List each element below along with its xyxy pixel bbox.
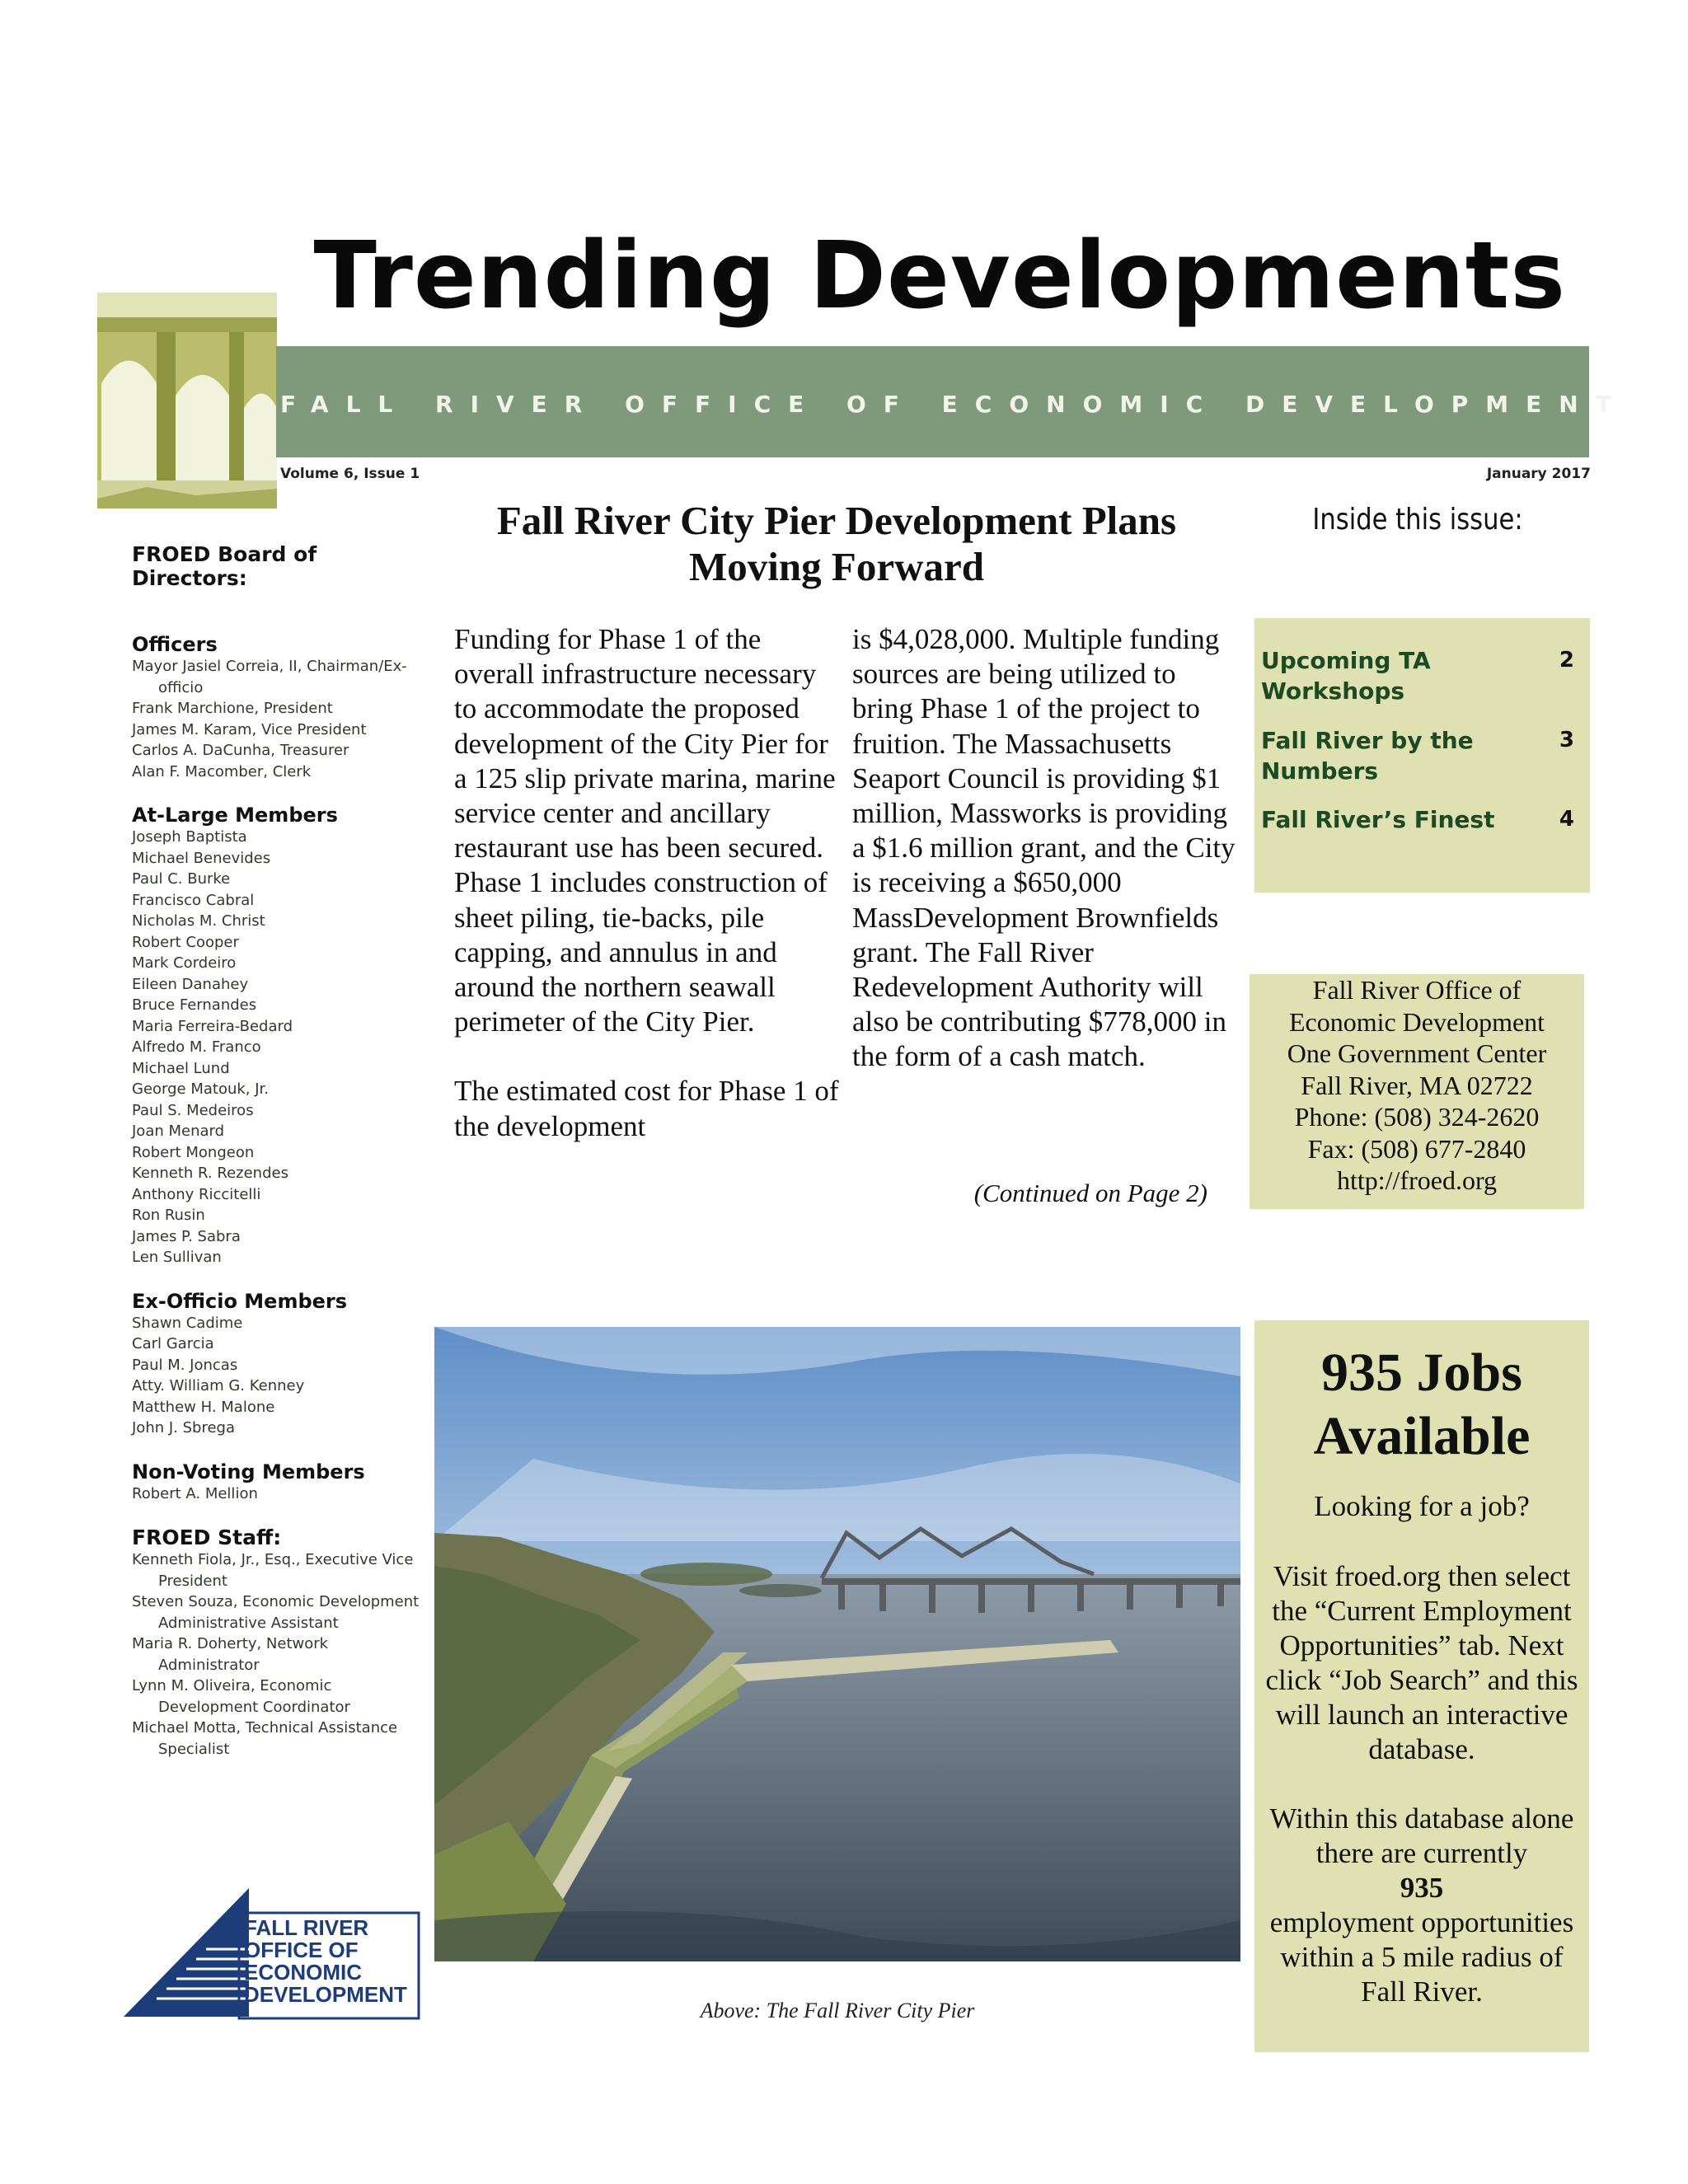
list-item: Robert Cooper — [132, 933, 239, 951]
list-item: Michael Lund — [132, 1059, 230, 1077]
list-item: Kenneth R. Rezendes — [132, 1165, 288, 1182]
at-large-heading: At-Large Members — [132, 804, 338, 827]
jobs-question: Looking for a job? — [1314, 1490, 1530, 1522]
list-item: Maria R. Doherty, Network Administrator — [132, 1635, 329, 1674]
list-item: Lynn M. Oliveira, Economic Development Coordinator — [132, 1677, 350, 1716]
ex-officio-heading: Ex-Officio Members — [132, 1289, 348, 1313]
list-item: Nicholas M. Christ — [132, 912, 265, 930]
article-headline: Fall River City Pier Development Plans Moving Forward — [496, 498, 1177, 589]
staff-list — [132, 1549, 429, 1760]
list-item: Mark Cordeiro — [132, 954, 237, 972]
list-item: Frank Marchione, President — [132, 700, 333, 717]
board-heading: FROED Board of Directors: — [132, 542, 317, 590]
photo-caption: Above: The Fall River City Pier — [700, 1999, 975, 2022]
jobs-title: 935 Jobs Available — [1313, 1343, 1531, 1466]
list-item: Maria Ferreira-Bedard — [132, 1017, 293, 1035]
jobs-instructions: Visit froed.org then select the “Current Employment Opportunities” tab. Next click “Job Search” and this will launch an interactive database. — [1265, 1560, 1578, 1765]
contact-phone: Phone: (508) 324-2620 — [1294, 1102, 1540, 1132]
list-item: Atty. William G. Kenney — [132, 1377, 305, 1394]
list-item: James P. Sabra — [132, 1227, 241, 1245]
inside-item-page: 2 — [1559, 648, 1574, 673]
contact-line: Economic Development — [1288, 1006, 1545, 1037]
non-voting-heading: Non-Voting Members — [132, 1460, 365, 1483]
newsletter-title: Trending Developments — [313, 223, 1566, 330]
inside-item-page: 3 — [1559, 728, 1574, 752]
list-item: Francisco Cabral — [132, 891, 255, 909]
non-voting-list — [132, 1483, 429, 1505]
list-item: Alan F. Macomber, Clerk — [132, 762, 312, 780]
list-item: Robert A. Mellion — [132, 1484, 258, 1502]
contact-line: Fall River, MA 02722 — [1301, 1070, 1533, 1100]
board-of-directors-sidebar — [132, 542, 429, 1760]
inside-item-label: Fall River’s Finest — [1261, 806, 1495, 833]
contact-line: Fall River Office of — [1312, 975, 1522, 1005]
inside-item-by-the-numbers[interactable] — [1261, 725, 1581, 786]
arch-building-image — [97, 293, 277, 509]
contact-line: One Government Center — [1287, 1038, 1547, 1068]
article-column-1 — [454, 622, 842, 1144]
list-item: Joseph Baptista — [132, 828, 247, 846]
jobs-tail-text: employment opportunities within a 5 mile radius of Fall River. — [1269, 1906, 1574, 2008]
list-item: Carl Garcia — [132, 1335, 214, 1352]
contact-website-link[interactable]: http://froed.org — [1336, 1165, 1498, 1195]
list-item: James M. Karam, Vice President — [132, 720, 367, 738]
list-item: Alfredo M. Franco — [132, 1038, 261, 1056]
officers-list — [132, 656, 429, 782]
contact-info-box — [1250, 974, 1584, 1209]
inside-item-ta-workshops[interactable] — [1261, 645, 1581, 706]
at-large-list — [132, 827, 429, 1268]
city-pier-photo — [434, 1327, 1240, 1961]
list-item: Joan Menard — [132, 1122, 225, 1140]
list-item: Michael Motta, Technical Assistance Specialist — [132, 1719, 398, 1758]
list-item: Paul M. Joncas — [132, 1356, 238, 1374]
issue-date: January 2017 — [1486, 466, 1591, 482]
list-item: Matthew H. Malone — [132, 1398, 275, 1416]
inside-item-label: Fall River by the Numbers — [1261, 727, 1474, 785]
issue-volume: Volume 6, Issue 1 — [280, 466, 420, 482]
list-item: Len Sullivan — [132, 1249, 222, 1266]
list-item: Bruce Fernandes — [132, 996, 257, 1014]
list-item: Carlos A. DaCunha, Treasurer — [132, 742, 349, 759]
inside-item-page: 4 — [1559, 807, 1574, 832]
article-paragraph: is $4,028,000. Multiple funding sources are being utilized to bring Phase 1 of the project to fruition. The Massachusetts Seaport Council is providing $1 million, Massworks is providing a $1.6 million grant, and the City is receiving a $650,000 MassDevelopment Brownfields grant. The Fall River Redevelopment Authority will also be contributing $778,000 in the form of a cash match. — [852, 623, 1236, 1073]
inside-issue-box — [1254, 618, 1590, 893]
continued-note: (Continued on Page 2) — [973, 1179, 1207, 1207]
list-item: Ron Rusin — [132, 1207, 205, 1224]
jobs-count: 935 — [1400, 1872, 1444, 1904]
list-item: Shawn Cadime — [132, 1314, 243, 1332]
article-column-2 — [852, 622, 1240, 1075]
inside-issue-heading: Inside this issue: — [1312, 503, 1523, 537]
ex-officio-list — [132, 1313, 429, 1439]
contact-fax: Fax: (508) 677-2840 — [1307, 1133, 1526, 1164]
list-item: Robert Mongeon — [132, 1143, 255, 1161]
list-item: Eileen Danahey — [132, 975, 249, 993]
jobs-available-box — [1254, 1320, 1589, 2052]
inside-item-label: Upcoming TA Workshops — [1261, 647, 1431, 705]
officers-heading: Officers — [132, 633, 218, 656]
froed-logo — [124, 1883, 420, 2027]
article-paragraph: Funding for Phase 1 of the overall infrastructure necessary to accommodate the proposed development of the City Pier for a 125 slip private marina, marine service center and ancillary restaurant use has been secured. Phase 1 includes construction of sheet piling, tie-backs, pile capping, and annulus in and around the northern seawall perimeter of the City Pier. — [454, 623, 836, 1038]
inside-item-finest[interactable] — [1261, 804, 1581, 835]
list-item: Paul C. Burke — [132, 870, 231, 888]
list-item: Anthony Riccitelli — [132, 1185, 261, 1203]
list-item: John J. Sbrega — [132, 1419, 235, 1436]
organization-banner-text: FALL RIVER OFFICE OF ECONOMIC DEVELOPMENT — [280, 391, 1629, 418]
list-item: Mayor Jasiel Correia, II, Chairman/Ex-officio — [132, 658, 407, 696]
logo-text: FALL RIVER OFFICE OF ECONOMIC DEVELOPMENT — [244, 1915, 407, 2007]
list-item: Steven Souza, Economic Development Administrative Assistant — [132, 1593, 420, 1632]
article-paragraph: The estimated cost for Phase 1 of the development — [454, 1075, 839, 1142]
list-item: Michael Benevides — [132, 849, 271, 867]
list-item: Kenneth Fiola, Jr., Esq., Executive Vice President — [132, 1551, 414, 1590]
list-item: Paul S. Medeiros — [132, 1101, 254, 1119]
staff-heading: FROED Staff: — [132, 1526, 282, 1549]
list-item: George Matouk, Jr. — [132, 1080, 270, 1098]
jobs-within-text: Within this database alone there are currently — [1269, 1802, 1574, 1869]
